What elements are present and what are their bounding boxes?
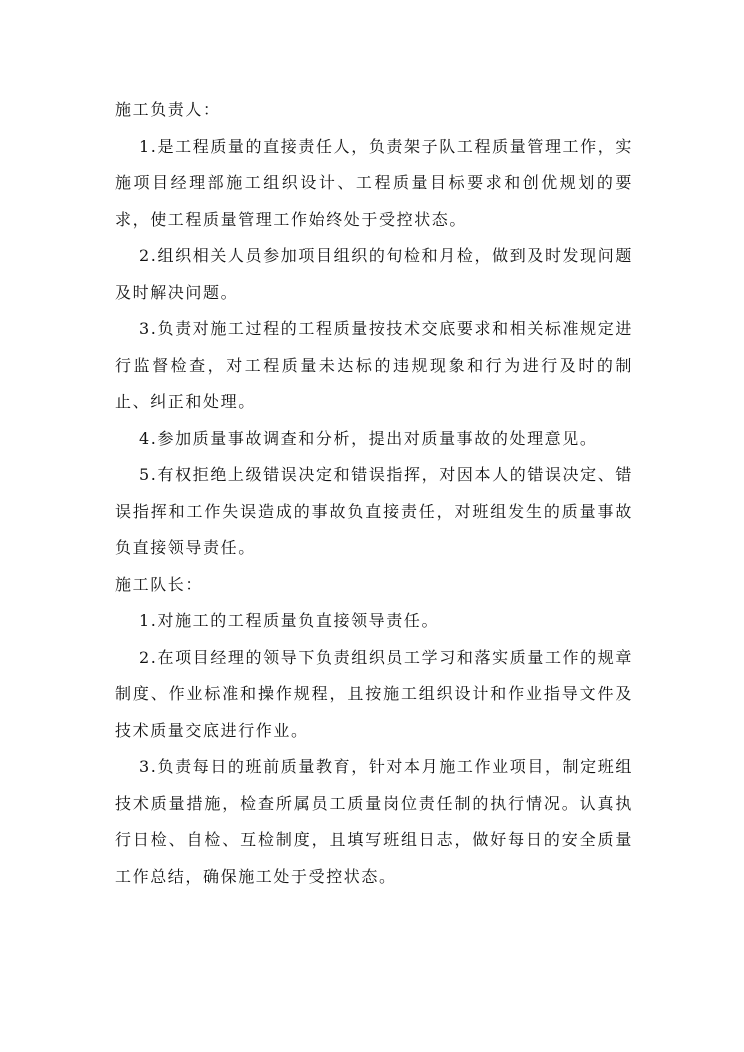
- section-heading-construction-leader: 施工负责人：: [115, 100, 221, 119]
- paragraph: 3.负责每日的班前质量教育，针对本月施工作业项目，制定班组技术质量措施，检查所属员工质量岗位责任制的执行情况。认真执行日检、自检、互检制度，且填写班组日志，做好每日的安全质量工作总结，确保施工处于受控状态。: [115, 757, 633, 886]
- document-body: [115, 92, 633, 895]
- paragraph: 2.组织相关人员参加项目组织的旬检和月检，做到及时发现问题及时解决问题。: [115, 246, 633, 302]
- paragraph: 3.负责对施工过程的工程质量按技术交底要求和相关标准规定进行监督检查，对工程质量未达标的违规现象和行为进行及时的制止、纠正和处理。: [115, 319, 633, 411]
- paragraph: 2.在项目经理的领导下负责组织员工学习和落实质量工作的规章制度、作业标准和操作规程，且按施工组织设计和作业指导文件及技术质量交底进行作业。: [115, 647, 633, 740]
- paragraph: 4.参加质量事故调查和分析，提出对质量事故的处理意见。: [139, 428, 598, 448]
- paragraph: 1.对施工的工程质量负直接领导责任。: [139, 611, 440, 630]
- section-heading-team-leader: 施工队长：: [115, 574, 204, 594]
- paragraph: 5.有权拒绝上级错误决定和错误指挥，对因本人的错误决定、错误指挥和工作失误造成的事故负直接责任，对班组发生的质量事故负直接领导责任。: [115, 465, 633, 557]
- paragraph: 1.是工程质量的直接责任人，负责架子队工程质量管理工作，实施项目经理部施工组织设计、工程质量目标要求和创优规划的要求，使工程质量管理工作始终处于受控状态。: [115, 136, 633, 229]
